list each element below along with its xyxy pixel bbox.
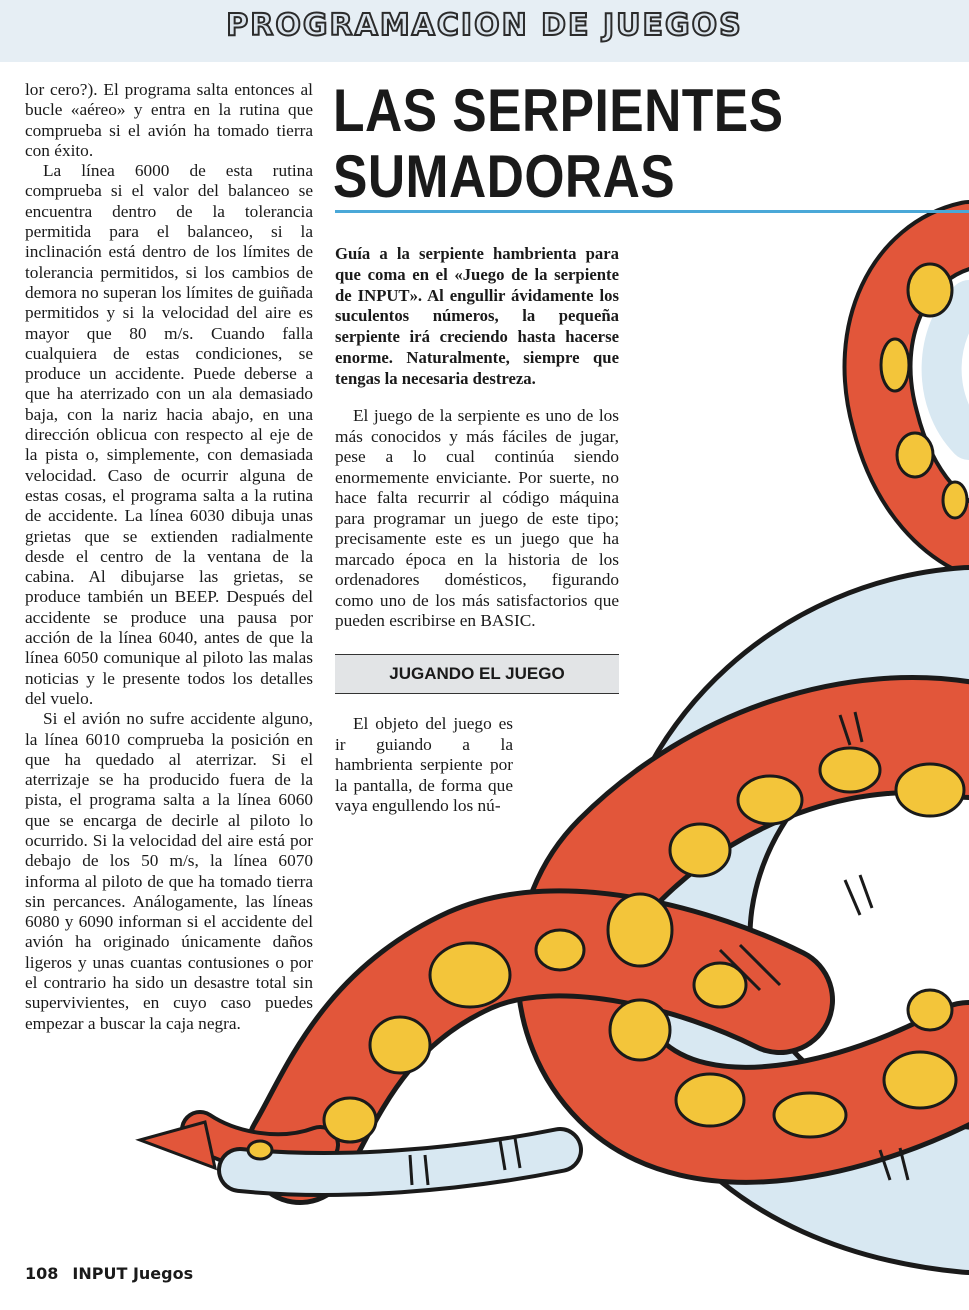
left-column — [25, 80, 313, 1034]
article-intro: Guía a la serpiente hambrienta para que coma en el «Juego de la serpiente de INPUT». Al engullir ávidamente los suculentos números, la pequeña serpiente irá creciendo hasta hacerse enorme. Naturalmente, siempre que tengas la necesaria destreza. — [335, 244, 619, 388]
body-paragraph: El objeto del juego es ir guiando a la hambrienta serpiente por la pantalla, de forma que vaya engullendo los nú- — [335, 714, 513, 815]
left-paragraph: lor cero?). El programa salta entonces al bucle «aéreo» y entra en la rutina que comprueba si el avión ha tomado tierra con éxito. — [25, 80, 313, 160]
body-paragraph: El juego de la serpiente es uno de los más conocidos y más fáciles de jugar, pese a lo cual continúa siendo enormemente enviciante. Por suerte, no hace falta recurrir al código máquina para programar un juego de este tipo; precisamente este es un juego que ha marcado época en la historia de los ordenadores domésticos, figurando como uno de los más satisfactorios que pueden escribirse en BASIC. — [335, 406, 619, 630]
subheading: JUGANDO EL JUEGO — [335, 654, 619, 694]
article-title-line: LAS SERPIENTES — [333, 77, 784, 144]
article-body — [335, 406, 619, 632]
section-title: PROGRAMACION DE JUEGOS — [226, 8, 743, 43]
left-paragraph: Si el avión no sufre accidente alguno, la línea 6010 comprueba la posición en que ha quedado al aterrizar. Si el aterrizaje se ha producido fuera de la pista, el programa salta a la línea 6060 que se encarga de decirle al piloto lo ocurrido. Si la velocidad del aire está por debajo de los 50 m/s, la línea 6070 informa al piloto de que ha tomado tierra sin percances. Análogamente, las líneas 6080 y 6090 informan si el accidente del avión ha originado únicamente daños ligeros y unas cuantas contusiones o por el contrario ha sido un desastre total sin supervivientes, en cuyo caso puedes empezar a buscar la caja negra. — [25, 709, 313, 1033]
page-number: 108 — [25, 1264, 59, 1283]
publication-name: INPUT Juegos — [72, 1264, 194, 1283]
title-rule — [335, 210, 969, 213]
article-title — [333, 78, 866, 210]
left-paragraph: La línea 6000 de esta rutina comprueba si el valor del balanceo se encuentra dentro de la tolerancia permitida para el balanceo, si la inclinación está dentro de los límites de tolerancia permitidos, si los cambios de demora no superan los límites de guiñada permitidos y si la velocidad del aire es mayor que 80 m/s. Cuando falla cualquiera de estas condiciones, se produce un accidente. Puede deberse a que ha aterrizado con un ala demasiado baja, con la nariz hacia abajo, en una dirección oblicua con respecto al eje de la pista o, simplemente, con demasiada velocidad. Caso de ocurrir alguna de estas cosas, el programa salta a la rutina de accidente. La línea 6030 dibuja unas grietas que se extienden radialmente desde el centro de la ventana de la cabina. Al dibujarse las grietas, se produce también un BEEP. Después del accidente se produce una pausa por acción de la línea 6040, antes de que la línea 6050 comunique al piloto las malas noticias y le presente todos los detalles del vuelo. — [25, 161, 313, 708]
article-body-continued — [335, 714, 513, 817]
article-title-line: SUMADORAS — [333, 143, 676, 210]
page-footer — [25, 1264, 193, 1283]
